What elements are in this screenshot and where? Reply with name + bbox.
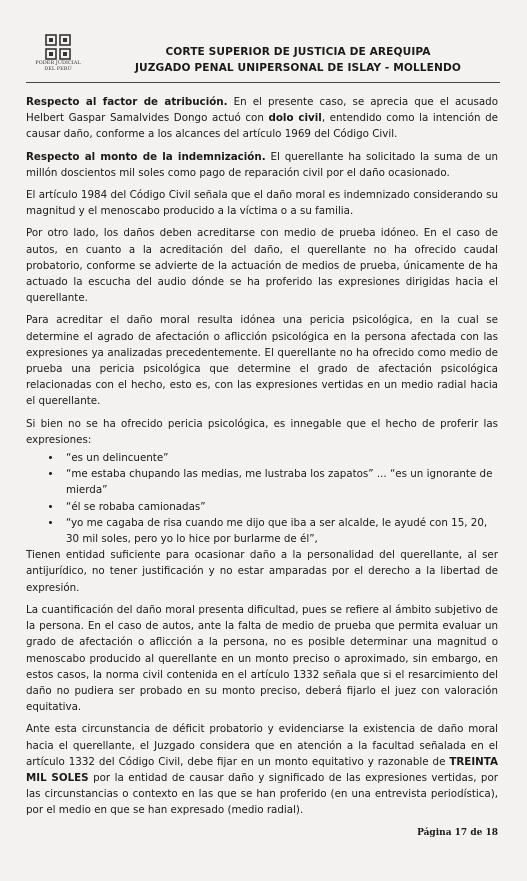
page-number: Página 17 de 18 xyxy=(417,828,498,838)
paragraph-final xyxy=(26,721,498,818)
logo-text-line1: PODER JUDICIAL xyxy=(35,60,81,66)
paragraph-article-1984: El artículo 1984 del Código Civil señala que el daño moral es indemnizado considerando su magnitud y el menoscabo producido a la víctima o a su familia. xyxy=(26,189,498,218)
paragraph-text: , entendido como la intención de causar daño, conforme a los alcances del artículo 1969 del Código Civil. xyxy=(26,112,498,141)
amount-bold: TREINTA MIL SOLES xyxy=(26,755,498,784)
list-item: • “él se robaba camionadas” xyxy=(62,499,498,515)
paragraph-text: En el presente caso, se aprecia que el acusado Helbert Gaspar Samalvides Dongo actuó con xyxy=(26,96,499,125)
bold-term: dolo civil xyxy=(268,112,322,125)
paragraph-quantification: La cuantificación del daño moral presenta dificultad, pues se refiere al ámbito subjetivo de la persona. En el caso de autos, ante la falta de medio de prueba que permita evaluar un grado de afectación o aflicción a la persona, no es posible determinar una magnitud o menoscabo producido al querellante en un monto preciso o aproximado, sin embargo, en estos casos, la norma civil contenida en el artículo 1332 señala que si el resarcimiento del daño no pudiera ser probado en su monto preciso, deberá fijarlo el juez con valoración equitativa. xyxy=(26,603,498,714)
list-item: • “yo me cagaba de risa cuando me dijo que iba a ser alcalde, le ayudé con 15, 20, 30 mil soles, pero yo lo hice por burlarme de él”, xyxy=(62,515,498,547)
judiciary-emblem-icon xyxy=(45,34,71,60)
paragraph-text: Ante esta circunstancia de déficit probatorio y evidenciarse la existencia de daño moral hacia el querellante, el Juzgado considera que en atención a la facultad señalada en el artículo 1332 del Código Civil, debe fijar en un monto equitativo y razonable de xyxy=(26,723,498,768)
header-title xyxy=(96,44,500,76)
paragraph-evidence: Por otro lado, los daños deben acreditarse con medio de prueba idóneo. En el caso de autos, en cuanto a la acreditación del daño, el querellante no ha ofrecido caudal probatorio, conforme se advierte de la actuación de medios de prueba, únicamente de ha actuado la escucha del audio dónde se ha proferido las expresiones dirigidas hacia el querellante. xyxy=(26,227,498,305)
tribunal-name: JUZGADO PENAL UNIPERSONAL DE ISLAY - MOLLENDO xyxy=(135,62,461,74)
paragraph-text: El querellante ha solicitado la suma de un millón doscientos mil soles como pago de reparación civil por el daño ocasionado. xyxy=(26,150,498,179)
paragraph-text: por la entidad de causar daño y significado de las expresiones vertidas, por las circunstancias o contexto en las que se han proferido (en una entrevista periodística), por el medio en que se han expresado (medio radial). xyxy=(26,771,499,817)
paragraph-attribution xyxy=(26,94,498,143)
paragraph-amount xyxy=(26,149,498,181)
document-body xyxy=(26,94,498,825)
judiciary-logo xyxy=(26,34,90,72)
list-item: • “es un delincuente” xyxy=(62,450,498,466)
list-item: • “me estaba chupando las medias, me lustraba los zapatos” ... “es un ignorante de mierda” xyxy=(62,466,498,498)
paragraph-expressions-intro: Si bien no se ha ofrecido pericia psicológica, es innegable que el hecho de proferir las expresiones: xyxy=(26,417,498,446)
court-name: CORTE SUPERIOR DE JUSTICIA DE AREQUIPA xyxy=(165,46,431,58)
paragraph-after-list: Tienen entidad suficiente para ocasionar daño a la personalidad del querellante, al ser antijurídico, no tener justificación y no estar amparadas por el derecho a la libertad de expresión. xyxy=(26,549,498,594)
paragraph-lead: Respecto al factor de atribución. xyxy=(26,96,228,108)
paragraph-lead: Respecto al monto de la indemnización. xyxy=(26,150,266,163)
expressions-list xyxy=(26,450,498,547)
logo-text-line2: DEL PERÚ xyxy=(44,66,72,72)
document-header xyxy=(26,34,500,83)
paragraph-psychological-expertise: Para acreditar el daño moral resulta idónea una pericia psicológica, en la cual se determine el agrado de afectación o aflicción psicológica en la persona afectada con las expresiones ya analizadas precedentemente. El querellante no ha ofrecido como medio de prueba una pericia psicológica que determine el grado de afectación psicológica relacionadas con el hecho, esto es, con las expresiones vertidas en un medio radial hacia el querellante. xyxy=(26,314,498,408)
